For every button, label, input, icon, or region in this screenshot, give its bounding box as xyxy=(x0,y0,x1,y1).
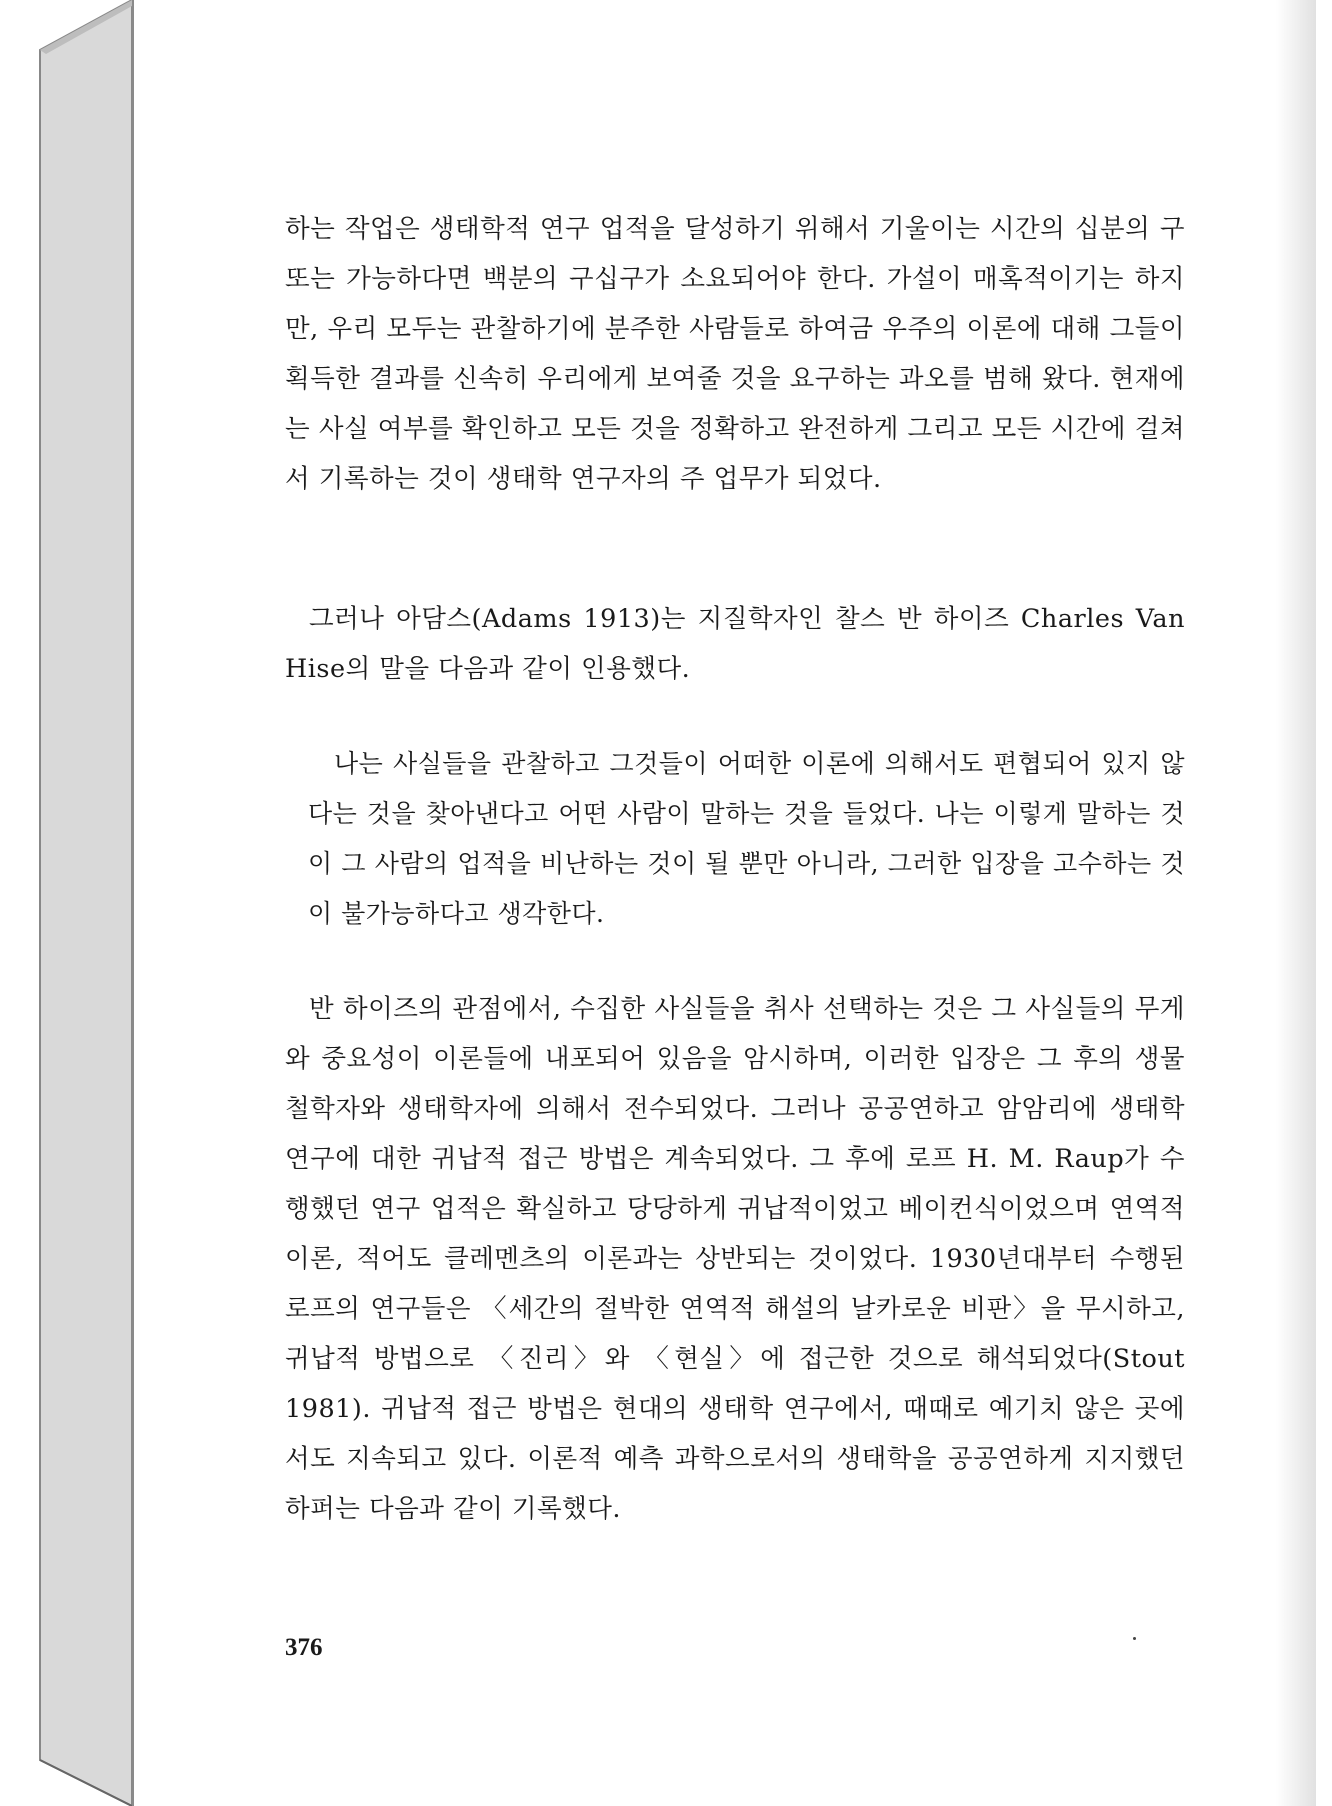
stray-mark xyxy=(1133,1637,1136,1640)
paragraph-3: 반 하이즈의 관점에서, 수집한 사실들을 취사 선택하는 것은 그 사실들의 무게와 중요성이 이론들에 내포되어 있음을 암시하며, 이러한 입장은 그 후의 생물 철학자와 생태학자에 의해서 전수되었다. 그러나 공공연하고 암암리에 생태학 연구에 대한 귀납적 접근 방법은 계속되었다. 그 후에 로프 H. M. Raup가 수행했던 연구 업적은 확실하고 당당하게 귀납적이었고 베이컨식이었으며 연역적 이론, 적어도 클레멘츠의 이론과는 상반되는 것이었다. 1930년대부터 수행된 로프의 연구들은 〈세간의 절박한 연역적 해설의 날카로운 비판〉을 무시하고, 귀납적 방법으로 〈진리〉와 〈현실〉에 접근한 것으로 해석되었다(Stout 1981). 귀납적 접근 방법은 현대의 생태학 연구에서, 때때로 예기치 않은 곳에서도 지속되고 있다. 이론적 예측 과학으로서의 생태학을 공공연하게 지지했던 하퍼는 다음과 같이 기록했다. xyxy=(285,994,1185,1524)
paragraph-2: 그러나 아담스(Adams 1913)는 지질학자인 찰스 반 하이즈 Charles Van Hise의 말을 다음과 같이 인용했다. xyxy=(285,604,1185,684)
block-quote: 나는 사실들을 관찰하고 그것들이 어떠한 이론에 의해서도 편협되어 있지 않다는 것을 찾아낸다고 어떤 사람이 말하는 것을 들었다. 나는 이렇게 말하는 것이 그 사람의 업적을 비난하는 것이 될 뿐만 아니라, 그러한 입장을 고수하는 것이 불가능하다고 생각한다. xyxy=(308,749,1185,928)
page-edge-shadow xyxy=(1276,0,1316,1806)
page-number: 376 xyxy=(285,1634,323,1661)
paragraph-1: 하는 작업은 생태학적 연구 업적을 달성하기 위해서 기울이는 시간의 십분의 구 또는 가능하다면 백분의 구십구가 소요되어야 한다. 가설이 매혹적이기는 하지만, 우리 모두는 관찰하기에 분주한 사람들로 하여금 우주의 이론에 대해 그들이 획득한 결과를 신속히 우리에게 보여줄 것을 요구하는 과오를 범해 왔다. 현재에는 사실 여부를 확인하고 모든 것을 정확하고 완전하게 그리고 모든 시간에 걸쳐서 기록하는 것이 생태학 연구자의 주 업무가 되었다. xyxy=(285,214,1185,494)
